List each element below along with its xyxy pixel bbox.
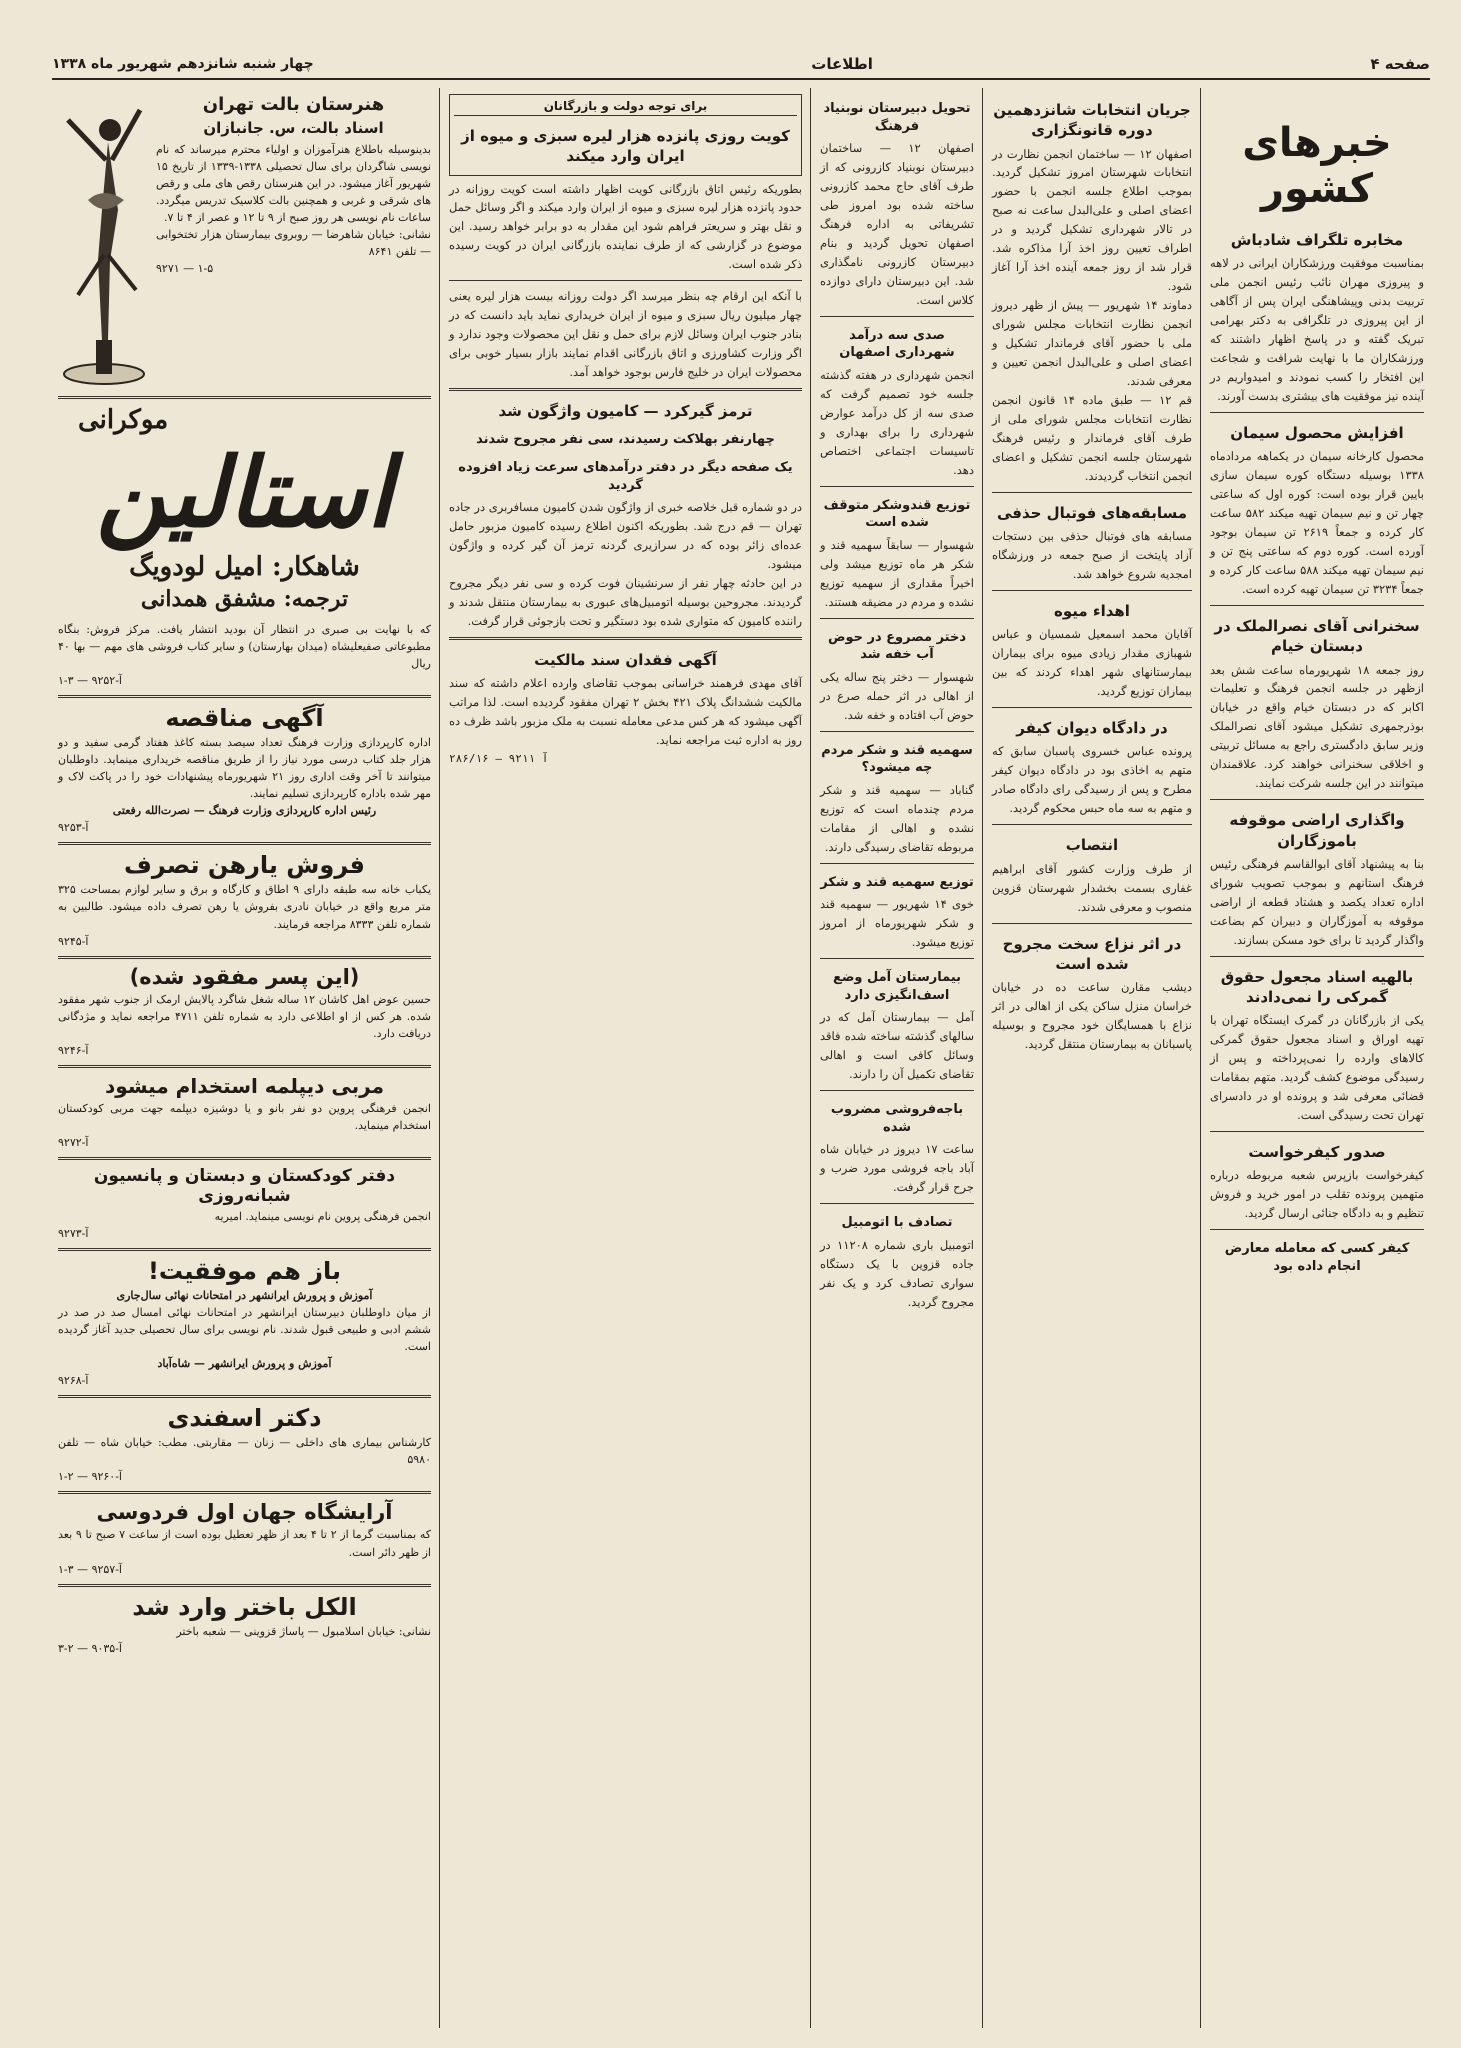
ad-title: باز هم موفقیت!: [147, 1257, 342, 1286]
article-body: بنا به پیشنهاد آقای ابوالقاسم فرهنگی رئیس فرهنگ استانهم و بموجب تصویب شورای اداره تعداد یکصد و هشتاد قطعه از اراضی موقوفه به آموزگاران و دبیران کم بضاعت واگذار گردید تا برای خود مسکن بسازند.: [1210, 856, 1424, 947]
kuwait-article: [449, 94, 802, 176]
school-success-ad: [58, 1257, 431, 1389]
article-body: در دو شماره قبل خلاصه خبری از واژگون شدن کامیون مسافربری در جاده تهران — قم درج شد. بطوریکه اکنون اطلاع رسیده کامیون مزبور حامل عده‌ای زائر بوده که در سرازیری گردنه ترمز آن گیر کرده و واژگون میشود.: [449, 500, 802, 571]
article-body: شهسوار — دختر پنج ساله یکی از اهالی در اثر حمله صرع در حوض آب افتاده و خفه شد.: [820, 669, 974, 722]
ad-title: آرایشگاه جهان اول فردوسی: [96, 1500, 393, 1525]
article-headline: ترمز گیرکرد — کامیون واژگون شد: [498, 402, 753, 421]
column-ads: [52, 88, 437, 2028]
ballet-dancer-illustration: [58, 90, 150, 390]
ad-code: آ-۹۲۶۰ — ۲-۱: [58, 1470, 122, 1484]
book-author: شاهکار: امیل لودویگ: [129, 552, 360, 583]
ad-body: که بمناسبت گرما از ۲ تا ۴ بعد از ظهر تعطیل بوده است از ساعت ۷ صبح تا ۹ بعد از ظهر دائر است.: [58, 1528, 432, 1559]
article-body: با آنکه این ارقام چه بنظر میرسد اگر دولت روزانه بیست هزار لیره یعنی چهار میلیون ریال سبزی و میوه از ایران خریداری نماید باید دانست که در بنادر جنوب ایران وسائل لازم برای حمل و نقل این محصولات وجود ندارد و اگر وزارت کشاورزی و اتاق بازرگانی اقدام نمایند بازار بسیار خوبی برای محصولات ایران در خلیج فارس بوجود خواهد آمد.: [449, 289, 802, 380]
ad-title: فروش یارهن تصرف: [124, 851, 365, 880]
article-body: شهسوار — سابقاً سهمیه قند و شکر هر ماه توزیع میشد ولی اخیراً مقداری از سهمیه توزیع نشده و مردم در مضیقه هستند.: [820, 537, 974, 609]
article-headline: بیمارستان آمل وضع اسف‌انگیزی دارد: [832, 970, 962, 1003]
article-body: خوی ۱۴ شهریور — سهمیه قند و شکر شهریورماه از امروز توزیع میشود.: [820, 897, 974, 950]
article-headline: تحویل دبیرستان نوبنیاد فرهنگ: [823, 101, 971, 134]
ad-body: بدینوسیله باطلاع هنرآموزان و اولیاء محترم میرساند که نام نویسی شاگردان برای سال تحصیلی ۱۳۳۸-۱۳۳۹ از تاریخ ۱۵ شهریور آغاز میشود. در این هنرستان رقص های ملی و رقص های شرقی و غربی و همچنین بالت کلاسیک تدریس میگردد. ساعات نام نویسی هر روز صبح از ۹ تا ۱۲ و عصر از ۴ تا ۷.: [156, 143, 431, 225]
ad-body: یکباب خانه سه طبقه دارای ۹ اطاق و کارگاه و برق و سایر لوازم بمساحت ۳۲۵ متر مربع واقع در خیابان نادری بفروش یا رهن تصرف داده میشود. طالبین به شماره تلفن ۸۳۳۳ مراجعه فرمایند.: [58, 883, 432, 931]
article-body: بمناسبت موفقیت ورزشکاران ایرانی در لاهه و پیروزی مهران نائب رئیس انجمن ملی تربیت بدنی وپیشاهنگی ایران پس از آگاهی از این پیروزی در تلگرافی به دکتر بهرامی تبریک گفته و در پاسخ اظهار داشتند که ورزشکاران ما با نهایت شرافت و شجاعت این افتخار را کسب نمودند و امیدواریم در آینده نیز موفقیت های بیشتری بدست آورند.: [1210, 256, 1424, 404]
ad-code: ۲۸۶/۱۶ — آ ۹۲۱۱: [449, 751, 549, 765]
book-ad: [58, 405, 431, 689]
article-body: آقای مهدی فرهمند خراسانی بموجب تقاضای وارده اعلام داشته که سند مالکیت ششدانگ پلاک ۴۲۱ بخش ۲ تهران مفقود گردیده است. لذا مراتب آگهی میشود که هر کس مدعی معامله نسبت به ملک مزبور باشد ظرف ده روز به اداره ثبت مراجعه نماید.: [449, 676, 802, 748]
article-body: ساعت ۱۷ دیروز در خیابان شاه آباد باجه فروشی مورد ضرب و جرح قرار گرفت.: [820, 1142, 975, 1195]
column-elections: [986, 88, 1198, 2028]
ad-code: آ-۹۲۵۲ — ۳-۱: [58, 674, 122, 688]
article-body: اصفهان ۱۲ — ساختمان دبیرستان نوبنیاد کازرونی که از طرف آقای حاج محمد کازرونی ساخته شده بود امروز طی تشریفاتی به اداره فرهنگ اصفهان تحویل گردید و بنام دبیرستان کازرونی نامگذاری شد. این دبیرستان دارای دوازده کلاس است.: [820, 141, 974, 307]
column-provinces: [814, 88, 980, 2028]
article-body: پرونده عباس خسروی پاسبان سابق که متهم به اخاذی بود در دادگاه دیوان کیفر مطرح و پس از رسیدگی رای دادگاه صادر و متهم به سه ماه حبس محکوم گردید.: [992, 744, 1192, 816]
ad-title: دکتر اسفندی: [167, 1404, 322, 1433]
newspaper-page: [52, 50, 1430, 2028]
article-kicker: برای توجه دولت و بازرگانان: [454, 99, 797, 116]
article-headline: دختر مصروع در حوض آب خفه شد: [827, 629, 967, 663]
article-body: در این حادثه چهار نفر از سرنشینان فوت کرده و سی نفر دیگر مجروح گردیدند. مجروحین بوسیله اتومبیل‌های عبوری به بیمارستان منتقل شدند و راننده کامیون که متواری شده بود دستگیر و تحت بازجوئی قرار گرفت.: [449, 575, 802, 628]
article-headline: باجه‌فروشی مضروب شده: [830, 1102, 964, 1135]
sale-ad: [58, 851, 431, 949]
missing-person-ad: [58, 965, 431, 1059]
doctor-ad: [58, 1404, 431, 1485]
ad-title: هنرستان بالت تهران: [202, 94, 385, 115]
ad-code: آ-۹۲۶۸: [58, 1374, 89, 1388]
book-translator: ترجمه: مشفق همدانی: [140, 586, 349, 613]
ad-code: آ-۹۲۵۷ — ۳-۱: [58, 1562, 122, 1576]
salon-ad: [58, 1500, 431, 1577]
ad-signature: رئیس اداره کارپردازی وزارت فرهنگ — نصرت‌الله رفعتی: [112, 804, 377, 818]
article-body: گناباد — سهمیه قند و شکر مردم چندماه است که توزیع نشده و اهالی از مقامات مربوطه تقاضای رسیدگی دارند.: [820, 782, 974, 854]
alcohol-ad: [58, 1593, 431, 1657]
kindergarten-ad: [58, 1166, 431, 1242]
book-title: استالین: [96, 436, 393, 549]
article-body: بطوریکه رئیس اتاق بازرگانی کویت اظهار داشته است کویت روزانه در حدود پانزده هزار لیره سبزی و میوه از ایران وارد میکند و اگر وسائل حمل و نقل بهتر و سریعتر فراهم شود این مقدار به دو برابر خواهد رسید. این موضوع در گزارشی که از طرف نماینده بازرگانی ایران در کویت رسیده ذکر شده است.: [449, 181, 802, 272]
ad-code: آ-۹۲۵۳: [58, 821, 89, 835]
article-headline: جریان انتخابات شانزدهمین دوره قانونگزاری: [993, 101, 1191, 140]
article-body: اتومبیل باری شماره ۱۱۲۰۸ در جاده قزوین با یک دستگاه سواری تصادف کرد و یک نفر مجروح گردید.: [820, 1237, 974, 1309]
article-body: دیشب مقارن ساعت ده در خیابان خراسان منزل ساکن یکی از اهالی در اثر نزاع با همسایگان خود مجروح و بوسیله پاسبانان به بیمارستان منتقل گردید.: [992, 980, 1192, 1051]
ad-body: از میان داوطلبان دبیرستان ایرانشهر در امتحانات نهائی امسال صد در صد در ششم ادبی و طبیعی قبول شدند. نام نویسی برای سال تحصیلی جدید آغاز گردیده است.: [58, 1306, 431, 1354]
column-domestic-news: [1204, 88, 1430, 2028]
ad-body: حسین عوض اهل کاشان ۱۲ ساله شغل شاگرد پالایش ارمک از جنوب شهر مفقود شده. هر کس از او اطلاعی دارد به شماره تلفن ۴۷۱۱ مراجعه نماید و مژدگانی دریافت دارد.: [58, 992, 431, 1040]
article-headline: انتصاب: [1065, 836, 1119, 855]
article-headline: مسابقه‌های فوتبال حذفی: [996, 503, 1188, 522]
ad-body: انجمن فرهنگی پروین دو نفر بانو و یا دوشیزه دیپلمه جهت مربی کودکستان استخدام مینماید.: [58, 1101, 431, 1132]
article-headline: سهمیه قند و شکر مردم چه میشود؟: [821, 742, 973, 776]
article-body: قم ۱۲ — طبق ماده ۱۴ قانون انجمن نظارت انتخابات مجلس شورای ملی از طرف آقای فرماندار و رئیس فرهنگ شهرستان جلسه انجمن تشکیل و اعضای انجمن انتخاب گردیدند.: [992, 393, 1193, 483]
ad-body: اداره کارپردازی وزارت فرهنگ تعداد سیصد بسته کاغذ هفتاد گرمی سفید و دو هزار جلد کتاب درسی مورد نیاز را از طریق مناقصه خریداری مینماید. داوطلبان میتوانند تا آخر وقت اداری روز ۲۱ شهریورماه پیشنهادات خود را در پاکت لاک و مهر شده باداره کارپردازی تسلیم نمایند.: [58, 736, 431, 801]
article-body: دماوند ۱۴ شهریور — پیش از ظهر دیروز انجمن نظارت انتخابات مجلس شورای ملی با حضور آقای فرماندار تشکیل و اعضای اصلی و علی‌البدل انجمن تعیین و معرفی شدند.: [992, 298, 1192, 389]
ad-body: که با نهایت بی صبری در انتظار آن بودید انتشار یافت. مرکز فروش: بنگاه مطبوعاتی صفیعلیشاه (میدان بهارستان) و سایر کتاب فروشی های مهم — بها ۴۰ ریال: [58, 622, 431, 671]
article-body: محصول کارخانه سیمان در یکماهه مردادماه ۱۳۳۸ بوسیله دستگاه کوره سیمان سازی بایین قرار بوده است: کوره اول که ساعتی چهار تن و نیم سیمان تهیه میکند ۵۸۲ ساعت کار کرده و جمعاً ۲۶۱۹ تن سیمان بوجود آورده است. کوره دوم که ساعتی پنج تن و نیم سیمان تهیه میکند ۵۸۸ ساعت کار کرده و جمعاً ۳۲۳۴ تن سیمان تهیه کرده است.: [1210, 449, 1425, 597]
masthead: [52, 50, 1430, 80]
article-subhead: چهارنفر بهلاکت رسیدند، سی نفر مجروح شدند: [476, 432, 775, 448]
article-headline: در اثر نزاع سخت مجروح شده است: [1002, 934, 1182, 973]
ad-code: آ-۹۲۷۲: [58, 1135, 89, 1149]
issue-date: چهار شنبه شانزدهم شهریور ماه ۱۳۳۸: [52, 56, 314, 72]
tender-ad: [58, 704, 431, 836]
ad-body: کارشناس بیماری های داخلی — زنان — مقاربتی. مطب: خیابان شاه — تلفن ۵۹۸۰: [58, 1436, 431, 1467]
ad-code: آ-۹۲۴۵: [58, 934, 89, 948]
ad-title: الکل باختر وارد شد: [132, 1592, 357, 1621]
article-headline: واگذاری اراضی موقوفه باموزگاران: [1229, 811, 1405, 850]
ad-title: آگهی مناقصه: [165, 704, 324, 733]
page-number: صفحه ۴: [1370, 55, 1430, 73]
column-trade: [443, 88, 808, 2028]
article-headline: در دادگاه دیوان کیفر: [1016, 719, 1168, 738]
article-subhead: یک صفحه دیگر در دفتر درآمدهای سرعت زیاد افزوده گردید: [458, 459, 793, 493]
article-headline: بالهیه اسناد مجعول حقوق گمرکی را نمی‌دادند: [1220, 967, 1414, 1006]
ad-body: نشانی: خیابان اسلامبول — پاساژ قزوینی — شعبه باختر: [176, 1624, 431, 1638]
article-body: روز جمعه ۱۸ شهریورماه ساعت شش بعد ازظهر در جلسه انجمن فرهنگ و تعلیمات اکابر که در دبستان خیام واقع در خیابان بوذرجمهری تشکیل میشود آقای نصرالملک وزیر سابق دادگستری راجع به مسائل تربیتی و اخلاقی سخنرانی خواهند کرد. علاقمندان میتوانند در این جلسه شرکت نمایند.: [1210, 662, 1424, 791]
article-headline: توزیع قندوشکر متوقف شده است: [823, 497, 971, 531]
ad-code: آ-۹۲۷۳: [58, 1227, 89, 1240]
article-body: اصفهان ۱۲ — ساختمان انجمن نظارت در انتخابات شهرستان امروز تشکیل گردید. بموجب اطلاع جلسه انجمن با حضور اعضای اصلی و علی‌البدل ساعت نه صبح در تالار شهرداری تشکیل گردید و در اطراف تعیین روز اخذ آرا مذاکره شد. قرار شد از روز جمعه آینده اخذ آرا آغاز شود.: [992, 146, 1192, 294]
article-headline: اهداء میوه: [1054, 602, 1130, 621]
ad-title: (این پسر مفقود شده): [129, 964, 360, 989]
ad-footer: آموزش و پرورش ایرانشهر — شاه‌آباد: [157, 1357, 332, 1371]
article-headline: کیفر کسی که معامله معارض انجام داده بود: [1224, 1241, 1410, 1274]
article-body: آقایان محمد اسمعیل شمسیان و عباس شهبازی مقدار زیادی میوه برای بیماران بیمارستانهای شهر اهداء کردند که بین بیماران توزیع گردید.: [992, 627, 1192, 699]
article-body: آمل — بیمارستان آمل که در سالهای گذشته ساخته شده فاقد وسائل کافی است و اهالی تقاضای تکمیل آن را دارند.: [820, 1010, 974, 1082]
section-title: خبرهای کشور: [1242, 120, 1392, 212]
article-body: از طرف وزارت کشور آقای ابراهیم غفاری بسمت بخشدار شهرستان قزوین منصوب و معرفی شدند.: [992, 861, 1192, 914]
ad-code: آ-۹۲۴۶: [58, 1043, 89, 1057]
ad-title: مربی دیپلمه استخدام میشود: [105, 1073, 384, 1098]
article-headline: افزایش محصول سیمان: [1230, 424, 1404, 442]
columns: [52, 88, 1430, 2028]
ad-code: ۱-۵ — ۹۲۷۱: [156, 262, 214, 276]
article-headline: کویت روزی پانزده هزار لیره سبزی و میوه از ایران وارد میکند: [461, 127, 790, 166]
article-headline: تصادف با اتومبیل: [841, 1215, 953, 1231]
ad-body: انجمن فرهنگی پروین نام نویسی مینماید. امیریه: [214, 1209, 431, 1223]
ad-code: آ-۹۰۳۵ — ۲-۳: [58, 1641, 122, 1655]
article-body: انجمن شهرداری در هفته گذشته جلسه خود تصمیم گرفت که صدی سه از کل درآمد عوارض شهرداری را برای بهداری و تاسیسات اجتماعی اختصاص دهد.: [820, 367, 974, 477]
paper-name: اطلاعات: [811, 55, 873, 73]
article-body: کیفرخواست بازپرس شعبه مربوطه درباره متهمین پرونده تقلب در امور خرید و فروش تنظیم و به دادگاه جنائی ارسال گردید.: [1210, 1168, 1424, 1221]
ad-title: دفتر کودکستان و دبستان و پانسیون شبانه‌روزی: [93, 1165, 396, 1206]
ad-subtitle: اسناد بالت، س. جانبازان: [203, 119, 384, 137]
hiring-ad: [58, 1074, 431, 1151]
article-headline: سخنرانی آقای نصرالملک در دبستان خیام: [1214, 617, 1420, 656]
article-headline: آگهی فقدان سند مالکیت: [534, 650, 717, 669]
article-body: مسابقه های فوتبال حذفی بین دستجات آزاد پایتخت از صبح جمعه در ورزشگاه امجدیه شروع خواهد شد.: [992, 529, 1192, 582]
ad-topline: موکرانی: [78, 405, 169, 435]
article-headline: مخابره تلگراف شادباش: [1230, 231, 1404, 249]
ad-address: نشانی: خیابان شاهرضا — روبروی بیمارستان هزار تختخوابی — تلفن ۸۶۴۱: [156, 228, 431, 259]
article-headline: صدور کیفرخواست: [1248, 1142, 1386, 1161]
ad-subtitle: آموزش و پرورش ایرانشهر در امتحانات نهائی سال‌جاری: [116, 1289, 373, 1303]
ballet-ad: [58, 90, 431, 390]
article-headline: توزیع سهمیه قند و شکر: [820, 874, 974, 890]
article-headline: صدی سه درآمد شهرداری اصفهان: [839, 327, 955, 361]
article-body: یکی از بازرگانان در گمرک ایستگاه تهران با تهیه اوراق و اسناد مجعول حقوق گمرکی کالاهای وارده را نمی‌پرداخته و پس از رسیدگی موضوع کشف گردید. متهم بمقامات قضائی معرفی شد و پرونده او در دادسرای تهران تحت رسیدگی است.: [1210, 1013, 1424, 1122]
